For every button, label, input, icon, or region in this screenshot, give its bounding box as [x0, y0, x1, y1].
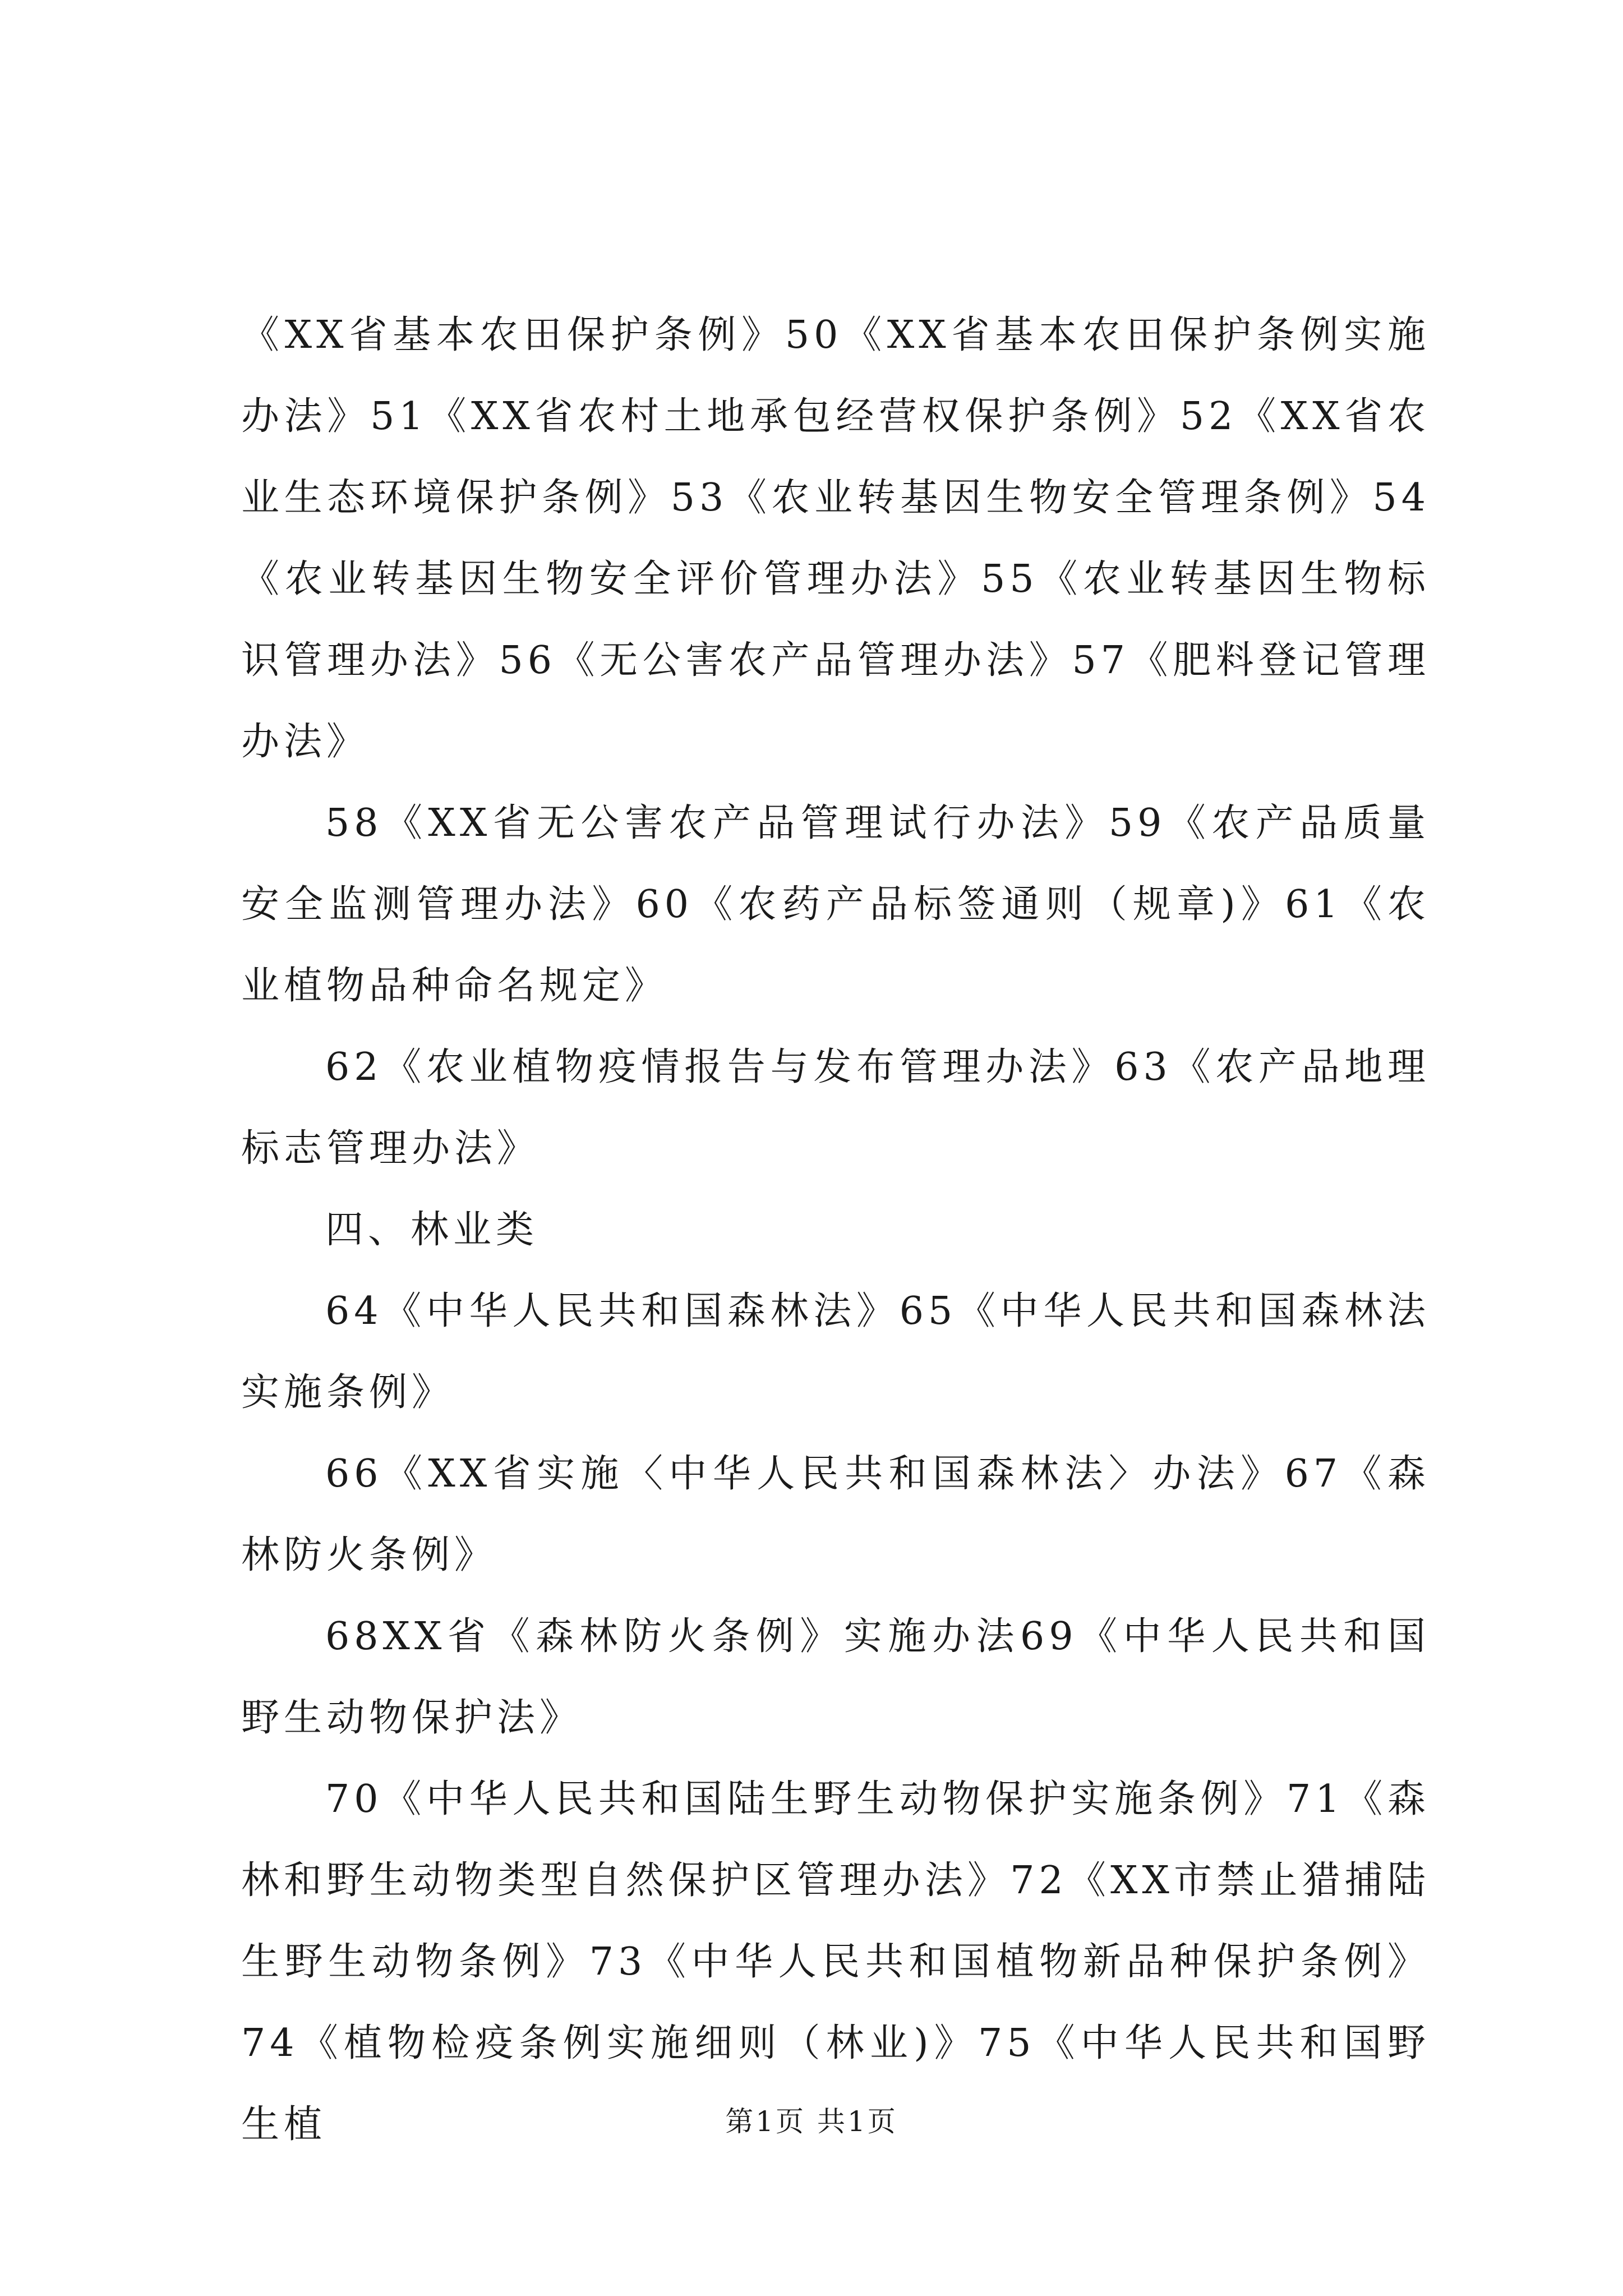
- paragraph-laws-70-75: 70《中华人民共和国陆生野生动物保护实施条例》71《森林和野生动物类型自然保护区管理办法》72《XX市禁止猎捕陆生野生动物条例》73《中华人民共和国植物新品种保护条例》74《植物检疫条例实施细则（林业)》75《中华人民共和国野生植: [241, 1777, 1430, 2147]
- paragraph-laws-68-69: 68XX省《森林防火条例》实施办法69《中华人民共和国野生动物保护法》: [241, 1614, 1430, 1740]
- paragraph-laws-62-63: 62《农业植物疫情报告与发布管理办法》63《农产品地理标志管理办法》: [241, 1045, 1430, 1171]
- paragraph-laws-49-57: 《XX省基本农田保护条例》50《XX省基本农田保护条例实施办法》51《XX省农村土地承包经营权保护条例》52《XX省农业生态环境保护条例》53《农业转基因生物安全管理条例》54《农业转基因生物安全评价管理办法》55《农业转基因生物标识管理办法》56《无公害农产品管理办法》57《肥料登记管理办法》: [241, 313, 1430, 764]
- paragraph-laws-64-65: 64《中华人民共和国森林法》65《中华人民共和国森林法实施条例》: [241, 1289, 1430, 1415]
- paragraph-laws-58-61: 58《XX省无公害农产品管理试行办法》59《农产品质量安全监测管理办法》60《农药产品标签通则（规章)》61《农业植物品种命名规定》: [241, 801, 1430, 1008]
- paragraph-laws-66-67: 66《XX省实施〈中华人民共和国森林法〉办法》67《森林防火条例》: [241, 1452, 1430, 1577]
- page-number-footer: 第1页 共1页: [725, 2105, 898, 2138]
- document-body: [241, 295, 1430, 2165]
- section-heading-forestry: 四、林业类: [325, 1208, 539, 1252]
